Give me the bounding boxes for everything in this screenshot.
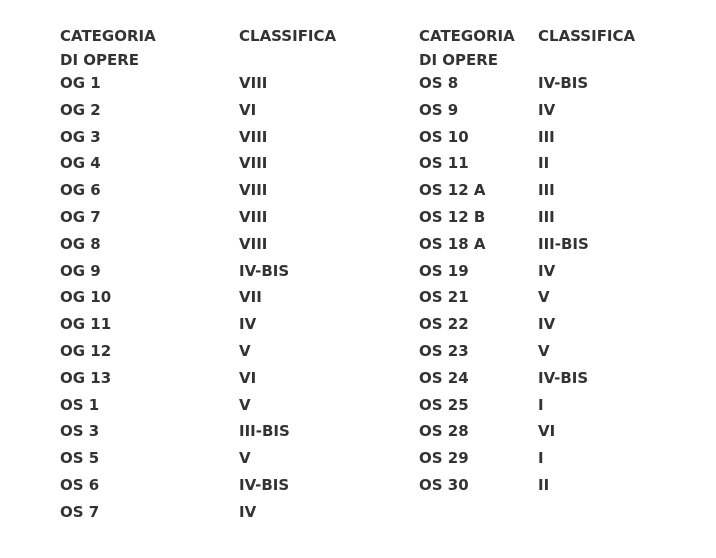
class-cell: VII <box>239 288 262 307</box>
category-cell: OG 13 <box>60 368 112 387</box>
class-cell: VIII <box>239 74 268 92</box>
class-cell: I <box>538 449 544 468</box>
category-cell: OG 10 <box>60 288 112 307</box>
category-cell: OS 23 <box>419 341 469 360</box>
class-cell: V <box>538 341 550 360</box>
class-cell: VIII <box>239 127 268 146</box>
category-header-line1: CATEGORIA <box>60 27 156 45</box>
class-cell: VI <box>239 100 257 119</box>
category-header-line2: DI OPERE <box>419 51 499 69</box>
category-cell: OG 4 <box>60 154 101 173</box>
category-cell: OG 9 <box>60 261 101 280</box>
category-cell: OG 12 <box>60 341 112 360</box>
class-cell: II <box>538 154 550 173</box>
category-cell: OS 8 <box>419 74 459 92</box>
category-cell: OS 10 <box>419 127 469 146</box>
category-cell: OS 22 <box>419 315 469 334</box>
class-cell: IV <box>538 315 556 334</box>
class-cell: IV <box>239 502 257 521</box>
category-cell: OS 12 A <box>419 181 486 200</box>
category-cell: OS 25 <box>419 395 469 414</box>
class-cell: VIII <box>239 154 268 173</box>
category-header <box>60 24 156 72</box>
category-cell: OG 1 <box>60 74 101 92</box>
class-header: CLASSIFICA <box>538 27 636 45</box>
class-cell: IV-BIS <box>239 475 290 494</box>
class-cell: III <box>538 181 555 200</box>
category-cell: OS 5 <box>60 449 100 468</box>
class-cell: II <box>538 475 550 494</box>
category-cell: OS 11 <box>419 154 469 173</box>
category-header <box>419 24 515 72</box>
category-cell: OG 6 <box>60 181 101 200</box>
category-header-line2: DI OPERE <box>60 51 140 69</box>
category-cell: OG 8 <box>60 234 101 253</box>
category-cell: OS 3 <box>60 422 100 441</box>
class-cell: V <box>239 341 251 360</box>
class-cell: I <box>538 395 544 414</box>
class-cell: III <box>538 127 555 146</box>
category-cell: OS 1 <box>60 395 100 414</box>
class-cell: III-BIS <box>538 234 589 253</box>
class-cell: IV <box>538 100 556 119</box>
category-cell: OS 28 <box>419 422 469 441</box>
class-cell: III <box>538 207 555 226</box>
class-cell: VI <box>538 422 556 441</box>
class-cell: IV-BIS <box>538 368 589 387</box>
category-cell: OS 12 B <box>419 207 486 226</box>
category-cell: OS 21 <box>419 288 469 307</box>
class-cell: V <box>239 449 251 468</box>
class-cell: III-BIS <box>239 422 290 441</box>
category-cell: OG 3 <box>60 127 101 146</box>
class-cell: VI <box>239 368 257 387</box>
class-cell: V <box>239 395 251 414</box>
category-cell: OG 11 <box>60 315 112 334</box>
category-cell: OS 7 <box>60 502 100 521</box>
class-cell: IV <box>538 261 556 280</box>
category-cell: OS 30 <box>419 475 469 494</box>
class-cell: IV-BIS <box>538 74 589 92</box>
category-cell: OG 7 <box>60 207 101 226</box>
class-cell: V <box>538 288 550 307</box>
category-cell: OS 24 <box>419 368 469 387</box>
category-cell: OS 6 <box>60 475 100 494</box>
class-cell: VIII <box>239 234 268 253</box>
category-cell: OS 19 <box>419 261 469 280</box>
class-cell: IV <box>239 315 257 334</box>
class-cell: VIII <box>239 181 268 200</box>
category-cell: OS 9 <box>419 100 459 119</box>
category-cell: OS 29 <box>419 449 469 468</box>
class-header: CLASSIFICA <box>239 27 337 45</box>
category-cell: OG 2 <box>60 100 101 119</box>
class-cell: VIII <box>239 207 268 226</box>
class-cell: IV-BIS <box>239 261 290 280</box>
category-header-line1: CATEGORIA <box>419 27 515 45</box>
category-cell: OS 18 A <box>419 234 486 253</box>
